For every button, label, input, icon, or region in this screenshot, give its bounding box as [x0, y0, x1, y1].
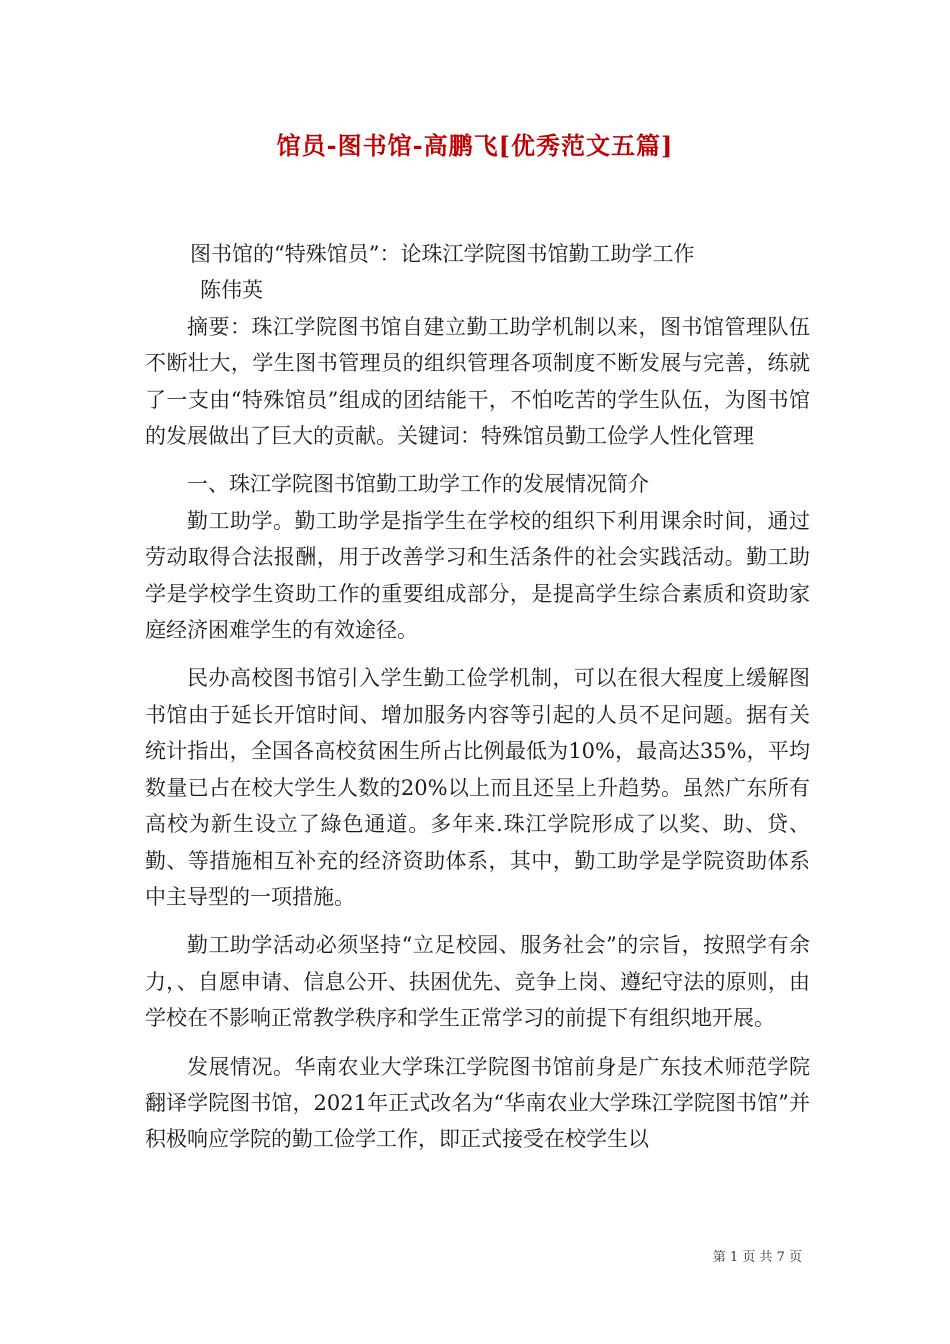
document-title: 馆员-图书馆-高鹏飞[优秀范文五篇] [276, 131, 674, 160]
body-paragraph: 勤工助学活动必须坚持“立足校园、服务社会”的宗旨，按照学有余力，、自愿申请、信息公开、扶困优先、竞争上岗、遵纪守法的原则，由学校在不影响正常教学秩序和学生正常学习的前提下有组织地开展。 [145, 933, 810, 1031]
section-heading: 一、珠江学院图书馆勤工助学工作的发展情况简介 [187, 472, 649, 497]
body-paragraph: 民办高校图书馆引入学生勤工俭学机制，可以在很大程度上缓解图书馆由于延长开馆时间、增加服务内容等引起的人员不足问题。据有关统计指出，全国各高校贫困生所占比例最低为10%，最高达35%，平均数量已占在校大学生人数的20%以上而且还呈上升趋势。虽然广东所有高校为新生设立了綠色通道。多年来.珠江学院形成了以奖、助、贷、勤、等措施相互补充的经济资助体系，其中，勤工助学是学院资助体系中主导型的一项措施。 [145, 666, 810, 909]
body-paragraph: 发展情况。华南农业大学珠江学院图书馆前身是广东技术师范学院翻译学院图书馆，2021年正式改名为“华南农业大学珠江学院图书馆”并积极响应学院的勤工俭学工作，即正式接受在校学生以 [145, 1054, 810, 1152]
article-author: 陈伟英 [200, 278, 263, 303]
body-paragraph: 勤工助学。勤工助学是指学生在学校的组织下利用课余时间，通过劳动取得合法报酬，用于改善学习和生活条件的社会实践活动。勤工助学是学校学生资助工作的重要组成部分，是提高学生综合素质和资助家庭经济困难学生的有效途径。 [145, 508, 810, 643]
abstract-paragraph: 摘要：珠江学院图书馆自建立勤工助学机制以来，图书馆管理队伍不断壮大，学生图书管理员的组织管理各项制度不断发展与完善，练就了一支由“特殊馆员”组成的团结能干，不怕吃苦的学生队伍，为图书馆的发展做出了巨大的贡献。关键词：特殊馆员勤工俭学人性化管理 [145, 314, 810, 449]
document-body [145, 236, 810, 1158]
article-subtitle: 图书馆的“特殊馆员”：论珠江学院图书馆勤工助学工作 [190, 242, 695, 266]
page-number: 第 1 页 共 7 页 [712, 1250, 802, 1265]
